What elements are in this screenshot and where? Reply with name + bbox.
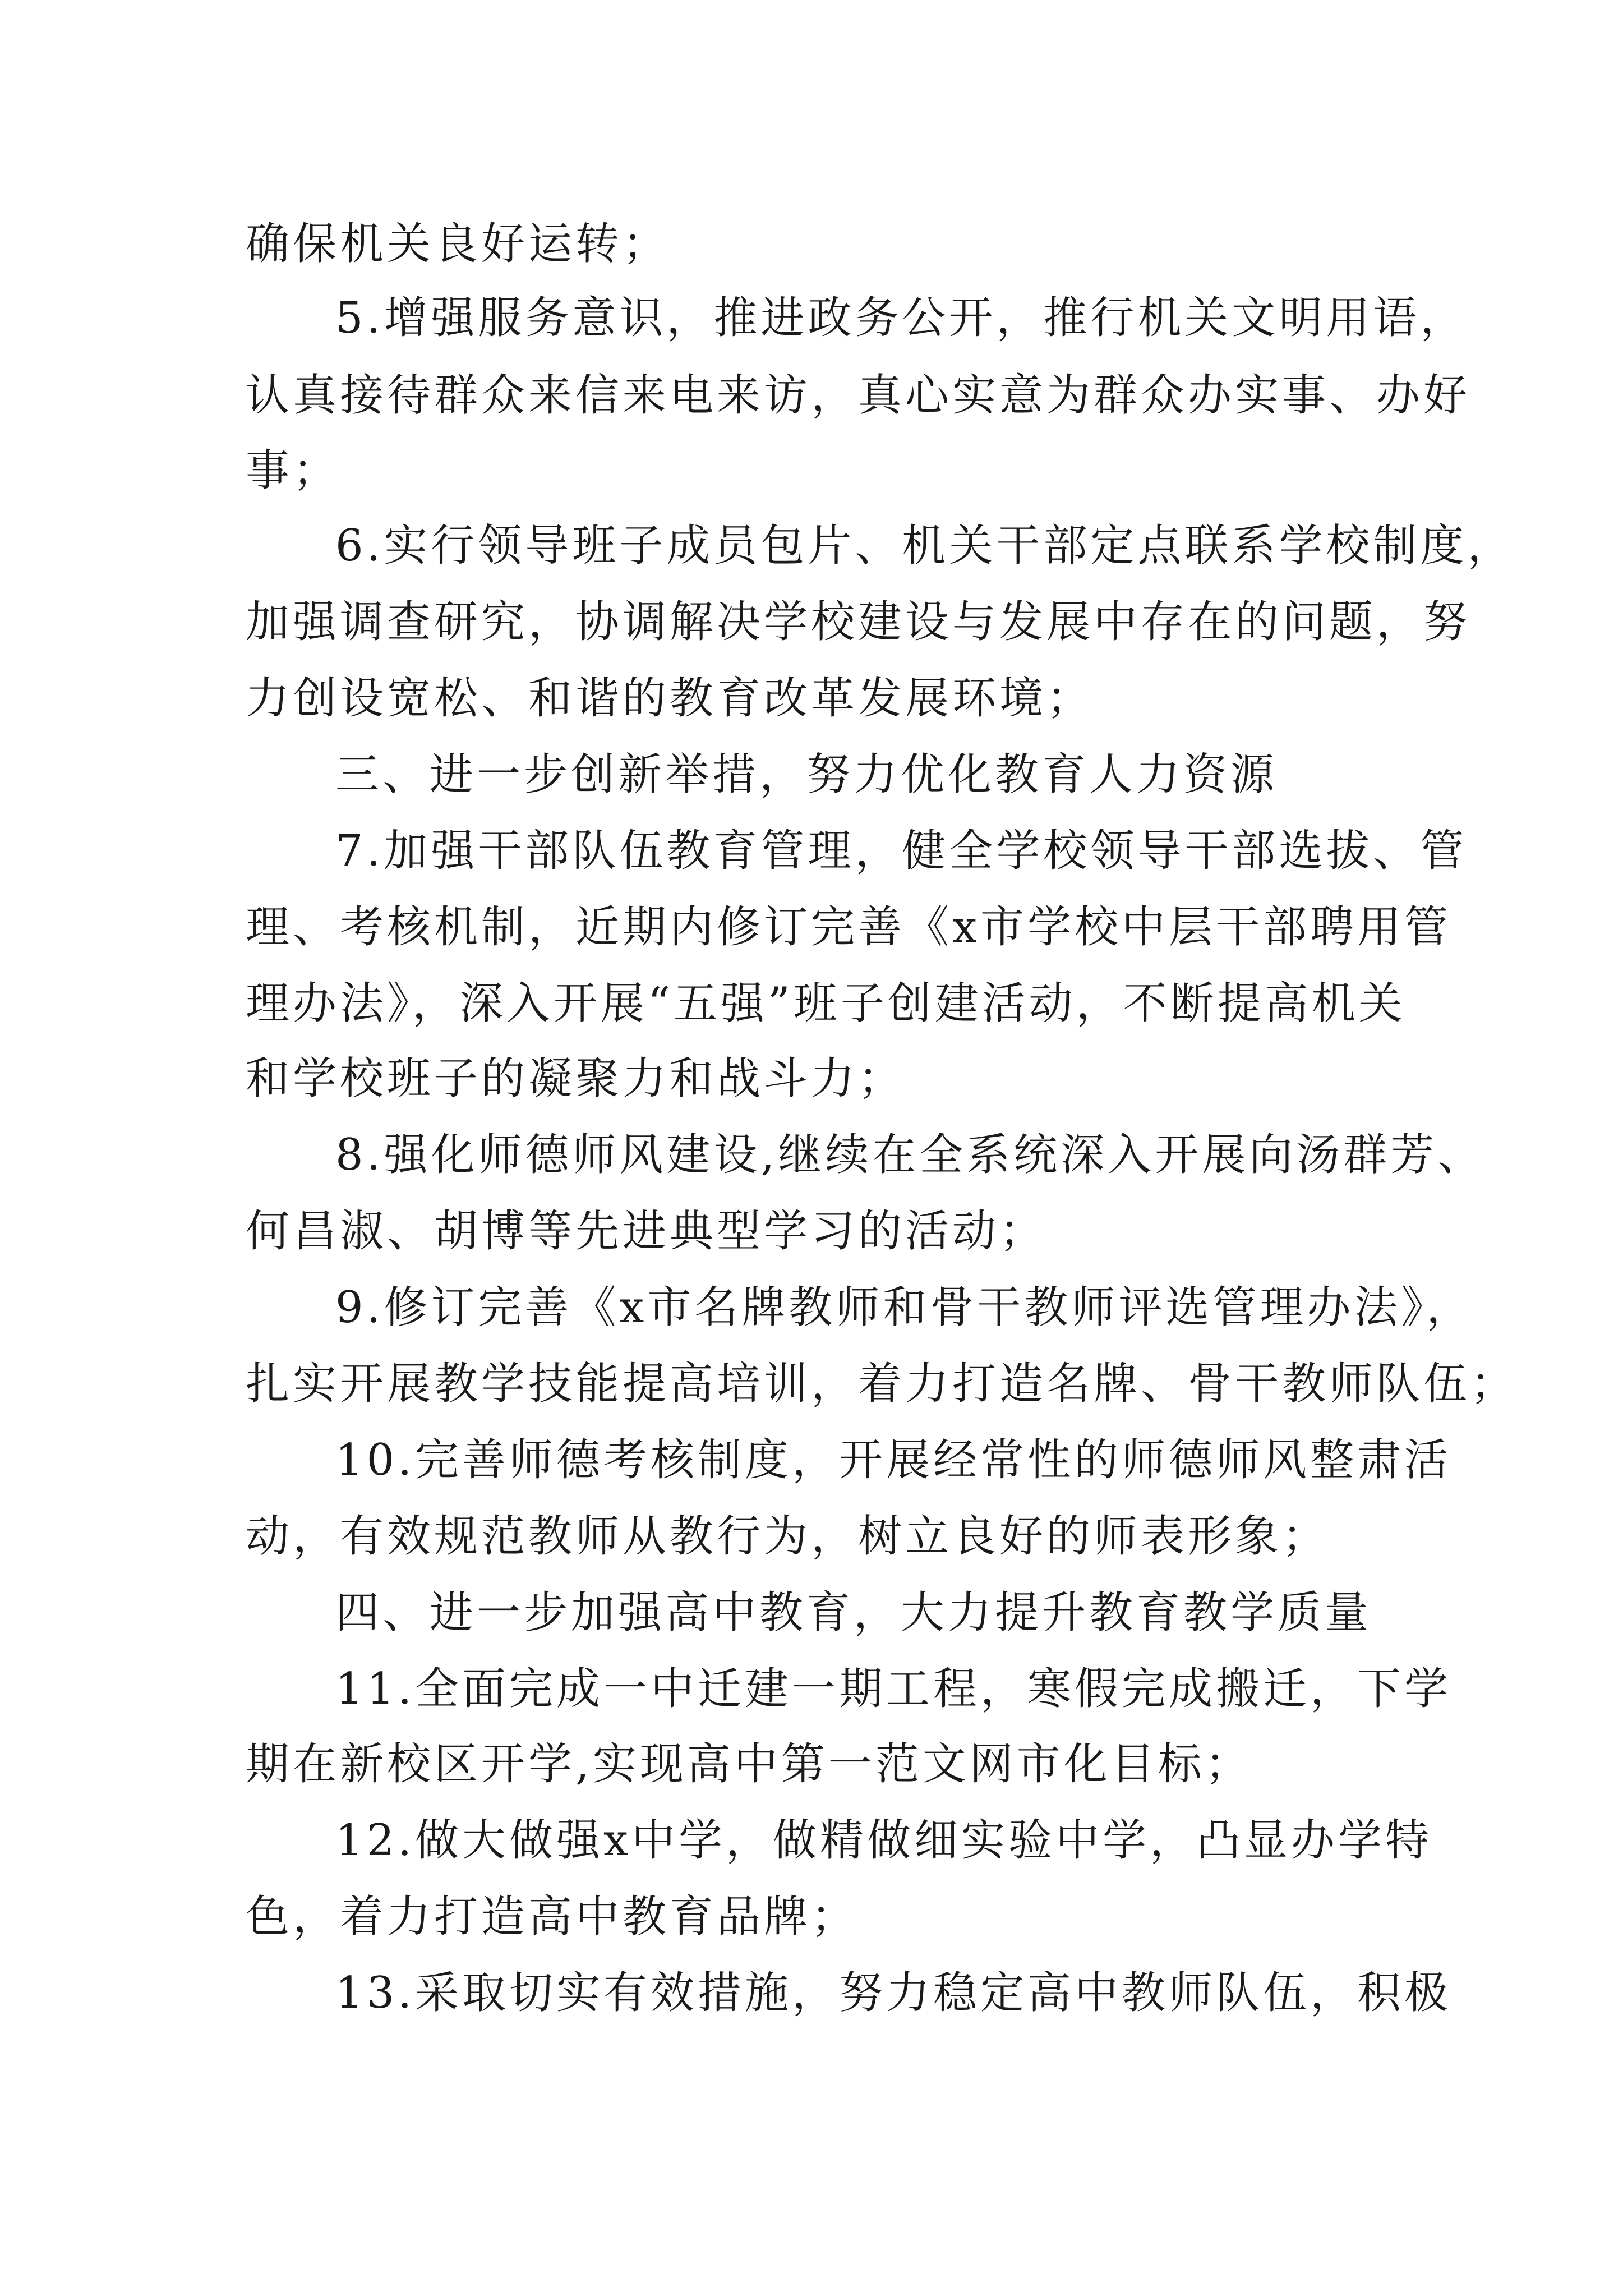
- paragraph-line: 确保机关良好运转；: [246, 219, 670, 269]
- item-5-line-3: 事；: [246, 445, 340, 496]
- item-5-line-1: 5.增强服务意识，推进政务公开，推行机关文明用语，: [335, 293, 1468, 343]
- item-12-line-1: 12.做大做强x中学，做精做细实验中学，凸显办学特: [335, 1815, 1433, 1866]
- item-10-line-1: 10.完善师德考核制度，开展经常性的师德师风整肃活: [335, 1435, 1452, 1485]
- item-11-line-1: 11.全面完成一中迁建一期工程，寒假完成搬迁，下学: [335, 1664, 1452, 1714]
- item-8-line-2: 何昌淑、胡博等先进典型学习的活动；: [246, 1206, 1047, 1257]
- item-8-line-1: 8.强化师德师风建设,继续在全系统深入开展向汤群芳、: [335, 1130, 1485, 1180]
- item-9-line-2: 扎实开展教学技能提高培训，着力打造名牌、骨干教师队伍；: [246, 1359, 1518, 1409]
- item-9-line-1: 9.修订完善《x市名牌教师和骨干教师评选管理办法》，: [335, 1282, 1474, 1333]
- item-11-line-2: 期在新校区开学,实现高中第一范文网市化目标；: [246, 1739, 1252, 1789]
- item-12-line-2: 色，着力打造高中教育品牌；: [246, 1892, 859, 1942]
- section-heading-4: 四、进一步加强高中教育，大力提升教育教学质量: [335, 1588, 1372, 1638]
- item-10-line-2: 动，有效规范教师从教行为，树立良好的师表形象；: [246, 1511, 1330, 1562]
- item-6-line-1: 6.实行领导班子成员包片、机关干部定点联系学校制度，: [335, 521, 1515, 571]
- item-13-line-1: 13.采取切实有效措施，努力稳定高中教师队伍，积极: [335, 1968, 1452, 2018]
- item-7-line-3: 理办法》，深入开展“五强”班子创建活动，不断提高机关: [246, 978, 1406, 1029]
- item-6-line-2: 加强调查研究，协调解决学校建设与发展中存在的问题，努: [246, 597, 1471, 647]
- item-7-line-1: 7.加强干部队伍教育管理，健全学校领导干部选拔、管: [335, 826, 1468, 876]
- item-7-line-2: 理、考核机制，近期内修订完善《x市学校中层干部聘用管: [246, 902, 1451, 953]
- item-6-line-3: 力创设宽松、和谐的教育改革发展环境；: [246, 673, 1094, 724]
- section-heading-3: 三、进一步创新举措，努力优化教育人力资源: [335, 749, 1278, 800]
- item-7-line-4: 和学校班子的凝聚力和战斗力；: [246, 1053, 906, 1104]
- item-5-line-2: 认真接待群众来信来电来访，真心实意为群众办实事、办好: [246, 370, 1471, 421]
